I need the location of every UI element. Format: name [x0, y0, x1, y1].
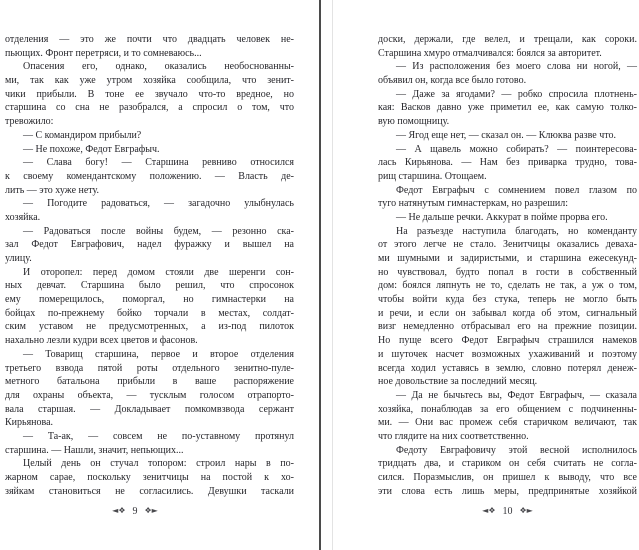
text-line: хозяйка, понаблюдав за его общением с подчиненны-: [378, 403, 637, 415]
text-line: — Не похоже, Федот Евграфыч.: [23, 143, 160, 155]
text-line: — Не дальше речки. Аккурат в пойме прорва его.: [396, 211, 608, 223]
text-line: ми шумными и задиристыми, и старшина ежесекунд-: [378, 253, 637, 264]
text-line: бойцах по-прежнему бойко торчали в местах, солдат-: [5, 307, 294, 319]
text-line: улицу.: [5, 253, 32, 264]
text-line: — Товарищ старшина, первое и второе отделения: [23, 348, 294, 360]
text-line: кая: Васков давно уже приметил ее, как самую толко-: [378, 102, 637, 114]
page-footer-right: [378, 504, 637, 519]
fleuron-right-icon: ❖►: [144, 506, 158, 515]
text-line: и шуточек насчет возможных ухаживаний и поэтому: [378, 348, 637, 360]
fleuron-left-icon: ◄❖: [112, 506, 126, 515]
book-page-right: [378, 33, 637, 498]
text-line: — Та-ак, — совсем не по-уставному протянул: [23, 430, 294, 442]
text-line: Федот Евграфыч с сомнением повел глазом по: [396, 184, 637, 196]
text-line: метного батальона прибыли в ваше распоряжение: [5, 376, 294, 388]
text-line: жарном сарае, поскольку зенитчицы на постой к хо-: [5, 472, 294, 483]
text-line: Но пуще всего Федот Евграфыч страшился намеков: [378, 335, 637, 347]
text-line: ми. — Они вас промеж себя старичком величают, так: [378, 417, 637, 429]
text-line: лить — это хуже нету.: [5, 184, 100, 196]
text-line: сился. Поразмыслив, он пришел к выводу, что все: [378, 472, 637, 483]
text-line: чики прибыли. В тоне ее звучало что-то вредное, но: [5, 88, 294, 100]
text-line: — Да не бычьтесь вы, Федот Евграфыч, — сказала: [396, 389, 637, 401]
text-line: — Ягод еще нет, — сказал он. — Клюква разве что.: [396, 129, 616, 141]
text-line: чтобы войти куда без стука, теперь не могло быть: [378, 294, 637, 306]
book-spine-shadow: [332, 0, 333, 550]
text-line: Кирьянова.: [5, 417, 54, 429]
text-line: отделения — это же почти что двадцать человек не-: [5, 34, 294, 45]
text-line: туго натянутым гимнастеркам, но разрешил:: [378, 198, 569, 210]
text-line: — Погодите радоваться, — загадочно улыбнулась: [23, 198, 294, 210]
text-line: Федоту Евграфовичу этой весной исполнилось: [396, 444, 637, 456]
book-spine-line: [319, 0, 321, 550]
text-line: к своему комендантскому положению. — Власть де-: [5, 170, 294, 182]
book-page-left: [5, 33, 294, 498]
text-line: рищ старшина. Отощаем.: [378, 170, 487, 182]
text-line: — Радоваться после войны будем, — резонно ска-: [23, 225, 294, 237]
text-line: зяйкам становиться не согласились. Девушки таскали: [5, 485, 294, 497]
text-line: вую помощницу.: [378, 116, 450, 128]
text-line: Опасения его, однако, оказались необоснованны-: [23, 61, 294, 73]
text-line: доски, держали, где велел, и трещали, как сороки.: [378, 34, 637, 45]
fleuron-right-icon: ❖►: [519, 506, 533, 515]
page-number-right: 10: [502, 506, 513, 517]
text-line: ему померещилось, поморгал, но гимнастерки на: [5, 294, 294, 306]
text-line: ми, так как уже утром хозяйка сообщила, что зенит-: [5, 75, 294, 87]
page-number-left: 9: [132, 506, 138, 517]
fleuron-left-icon: ◄❖: [482, 506, 496, 515]
text-line: что глядите на них соответственно.: [378, 430, 529, 442]
text-line: старшина. — Нашли, значит, непьющих...: [5, 444, 184, 456]
text-line: — С командиром прибыли?: [23, 129, 142, 141]
text-line: от этого легче не стало. Зенитчицы оказались деваха-: [378, 239, 637, 251]
text-line: пьющих. Фронт перетряси, и то сомневаюсь...: [5, 47, 202, 59]
text-line: объявил он, когда все было готово.: [378, 75, 527, 87]
text-line: ное довольствие за последний месяц.: [378, 376, 538, 388]
text-line: И оторопел: перед домом стояли две шеренги сон-: [23, 266, 294, 278]
text-line: Целый день он стучал топором: строил нары в по-: [23, 458, 294, 470]
text-line: лась Кирьянова. — Нам без приварка трудно, това-: [378, 157, 637, 169]
text-line: Старшина хмуро отмалчивался: боялся за авторитет.: [378, 47, 602, 59]
text-line: тревожило:: [5, 116, 54, 128]
text-line: старшина со сна не разобрался, а спросил о том, что: [5, 102, 294, 114]
page-footer-left: [5, 504, 265, 519]
text-line: вала старшая. — Докладывает помкомвзвода сержант: [5, 403, 294, 415]
text-line: На разъезде наступила благодать, но коменданту: [396, 225, 637, 237]
text-line: зал Федот Евграфович, надел фуражку и вышел на: [5, 239, 294, 251]
text-line: всегда ходил уставясь в землю, словно потерял денеж-: [378, 362, 637, 374]
text-line: хозяйка.: [5, 211, 41, 223]
text-line: и речи, и если он забывал когда об этом, сигнальный: [378, 307, 637, 319]
text-line: эти слова есть лишь меры, предпринятые хозяйкой: [378, 485, 637, 497]
text-line: — Слава богу! — Старшина ревниво относился: [23, 157, 294, 169]
text-line: для охраны объекта, — тусклым голосом отрапорто-: [5, 389, 294, 401]
text-line: третьего взвода пятой роты отдельного зенитно-пуле-: [5, 362, 294, 374]
text-line: ных девчат. Старшина было решил, что спросонок: [5, 280, 294, 292]
text-line: визг немедленно отбрасывал его на прежние позиции.: [378, 321, 637, 333]
text-line: — Из расположения без моего слова ни ногой, —: [396, 61, 637, 73]
text-line: но чувствовал, будто попал в гости в собственный: [378, 266, 637, 278]
text-line: дом: боялся ляпнуть не то, сделать не так, а уж о том,: [378, 280, 637, 292]
text-line: — Даже за ягодами? — робко спросила плотнень-: [396, 88, 637, 100]
text-line: ским уставом не предусмотренных, а из-под пилоток: [5, 321, 294, 333]
text-line: нахально лезли кудри всех цветов и фасонов.: [5, 335, 198, 347]
text-line: — А щавель можно собирать? — поинтересова-: [396, 143, 637, 155]
text-line: тридцать два, и стариком он себя считать не согла-: [378, 458, 637, 470]
